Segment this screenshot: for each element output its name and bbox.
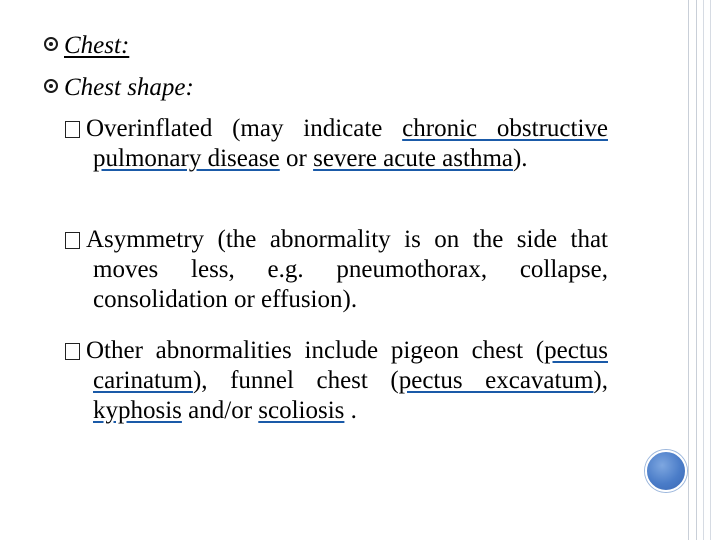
link-scoliosis[interactable]: scoliosis [258, 397, 345, 424]
link-copd[interactable]: chronic obstructive pulmonary disease [93, 115, 608, 172]
decorative-line [688, 0, 689, 540]
link-kyphosis[interactable]: kyphosis [93, 397, 182, 424]
link-pectus-carinatum[interactable]: pectus carinatum [93, 337, 608, 394]
decorative-line [710, 0, 711, 540]
paragraph-asymmetry: Asymmetry (the abnormality is on the side that moves less, e.g. pneumothorax, collapse, consolidation or effusion). [65, 225, 608, 315]
heading-chest: Chest: [44, 31, 129, 61]
ring-bullet-icon [44, 37, 58, 51]
decorative-line [696, 0, 697, 540]
link-pectus-excavatum[interactable]: pectus excavatum [398, 367, 594, 394]
box-bullet-icon [65, 232, 80, 249]
link-severe-acute-asthma[interactable]: severe acute asthma [313, 145, 513, 172]
heading-chest-shape: Chest shape: [44, 73, 194, 103]
ring-bullet-icon [44, 79, 58, 93]
box-bullet-icon [65, 343, 80, 360]
box-bullet-icon [65, 121, 80, 138]
paragraph-other-abnormalities: Other abnormalities include pigeon chest (pectus carinatum), funnel chest (pectus excavatum), kyphosis and/or scoliosis . [65, 336, 608, 426]
decorative-circle-icon [645, 450, 687, 492]
paragraph-overinflated: Overinflated (may indicate chronic obstructive pulmonary disease or severe acute asthma). [65, 114, 608, 174]
decorative-line [703, 0, 704, 540]
